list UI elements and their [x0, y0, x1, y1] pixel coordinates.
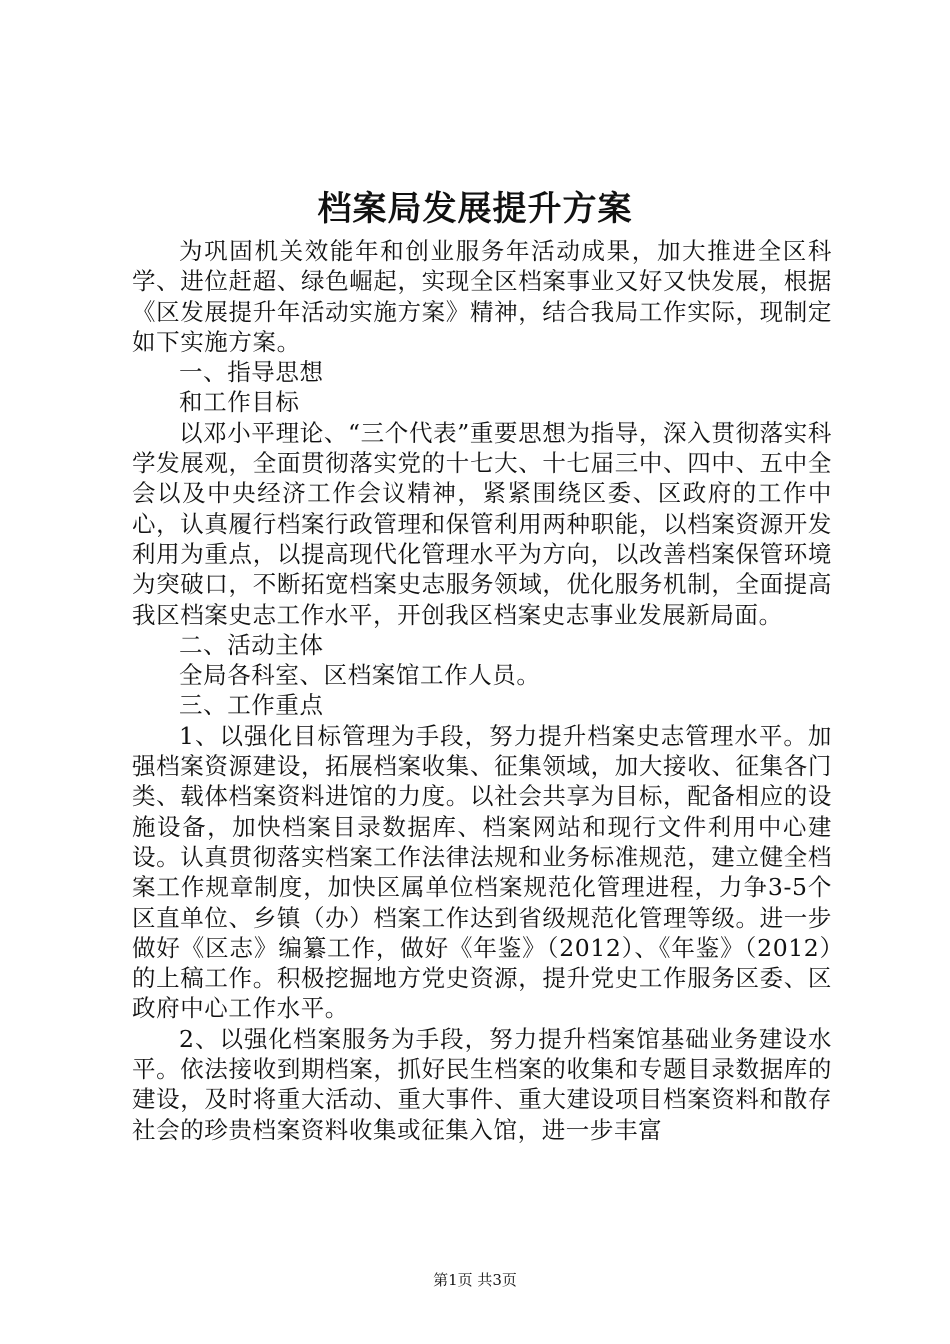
section-heading-activity-subject: 二、活动主体 — [179, 630, 324, 659]
activity-subject-paragraph: 全局各科室、区档案馆工作人员。 — [179, 661, 541, 690]
page-footer: 第1页 共3页 — [433, 1271, 517, 1289]
work-focus-item-1: 1、以强化目标管理为手段，努力提升档案史志管理水平。加强档案资源建设，拓展档案收集、征集领域，加大接收、征集各门类、载体档案资料进馆的力度。以社会共享为目标，配备相应的设施设备，加快档案目录数据库、档案网站和现行文件利用中心建设。认真贯彻落实档案工作法律法规和业务标准规范，建立健全档案工作规章制度，加快区属单位档案规范化管理进程，力争3-5个区直单位、乡镇（办）档案工作达到省级规范化管理等级。进一步做好《区志》编纂工作，做好《年鉴》（2012）、《年鉴》（2012）的上稿工作。积极挖掘地方党史资源，提升党史工作服务区委、区政府中心工作水平。 — [132, 721, 832, 1023]
guiding-thought-paragraph: 以邓小平理论、“三个代表”重要思想为指导，深入贯彻落实科学发展观，全面贯彻落实党的十七大、十七届三中、四中、五中全会以及中央经济工作会议精神，紧紧围绕区委、区政府的工作中心，认真履行档案行政管理和保管利用两种职能，以档案资源开发利用为重点，以提高现代化管理水平为方向，以改善档案保管环境为突破口，不断拓宽档案史志服务领域，优化服务机制，全面提高我区档案史志工作水平，开创我区档案史志事业发展新局面。 — [132, 418, 832, 629]
document-title: 档案局发展提升方案 — [317, 189, 633, 229]
section-heading-work-focus: 三、工作重点 — [179, 691, 324, 720]
section-heading-guiding-thought: 一、指导思想 — [179, 358, 324, 387]
intro-paragraph: 为巩固机关效能年和创业服务年活动成果，加大推进全区科学、进位赶超、绿色崛起，实现全区档案事业又好又快发展，根据《区发展提升年活动实施方案》精神，结合我局工作实际，现制定如下实施方案。 — [132, 237, 832, 356]
work-focus-item-2: 2、以强化档案服务为手段，努力提升档案馆基础业务建设水平。依法接收到期档案，抓好民生档案的收集和专题目录数据库的建设，及时将重大活动、重大事件、重大建设项目档案资料和散存社会的珍贵档案资料收集或征集入馆，进一步丰富 — [132, 1024, 832, 1144]
document-body — [132, 236, 832, 1145]
section-heading-work-goals: 和工作目标 — [179, 388, 300, 417]
